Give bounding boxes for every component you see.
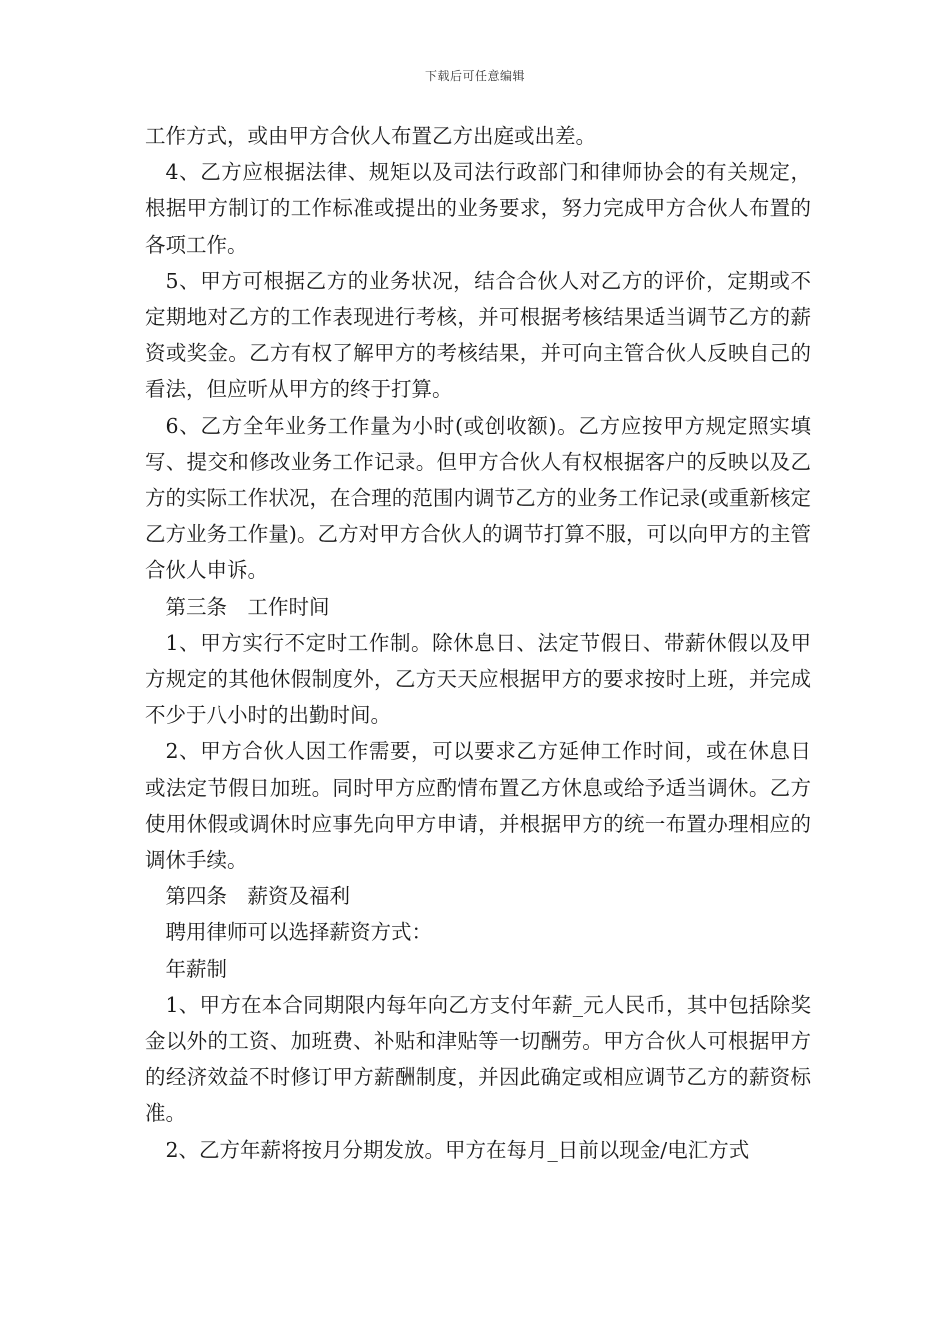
paragraph: 4、乙方应根据法律、规矩以及司法行政部门和律师协会的有关规定，根据甲方制订的工作标准或提出的业务要求，努力完成甲方合伙人布置的各项工作。 — [145, 160, 811, 257]
paragraph: 工作方式，或由甲方合伙人布置乙方出庭或出差。 — [145, 124, 596, 148]
sub-heading: 年薪制 — [165, 956, 227, 981]
paragraph: 1、甲方实行不定时工作制。除休息日、法定节假日、带薪休假以及甲方规定的其他休假制度外，乙方天天应根据甲方的要求按时上班，并完成不少于八小时的出勤时间。 — [145, 630, 811, 728]
paragraph: 2、乙方年薪将按月分期发放。甲方在每月_日前以现金/电汇方式 — [165, 1137, 750, 1162]
paragraph: 1、甲方在本合同期限内每年向乙方支付年薪_元人民币，其中包括除奖金以外的工资、加班费、补贴和津贴等一切酬劳。甲方合伙人可根据甲方的经济效益不时修订甲方薪酬制度，并因此确定或相应调节乙方的薪资标准。 — [145, 992, 811, 1126]
paragraph: 2、甲方合伙人因工作需要，可以要求乙方延伸工作时间，或在休息日或法定节假日加班。同时甲方应酌情布置乙方休息或给予适当调休。乙方使用休假或调休时应事先向甲方申请，并根据甲方的统一布置办理相应的调休手续。 — [145, 739, 811, 873]
header-note: 下载后可任意编辑 — [424, 69, 525, 83]
paragraph: 聘用律师可以选择薪资方式： — [165, 920, 432, 945]
paragraph: 6、乙方全年业务工作量为小时(或创收额)。乙方应按甲方规定照实填写、提交和修改业务工作记录。但甲方合伙人有权根据客户的反映以及乙方的实际工作状况，在合理的范围内调节乙方的业务工作记录(或重新核定乙方业务工作量)。乙方对甲方合伙人的调节打算不服，可以向甲方的主管合伙人申诉。 — [145, 413, 811, 583]
section-heading: 第四条 薪资及福利 — [165, 884, 350, 909]
paragraph: 5、甲方可根据乙方的业务状况，结合合伙人对乙方的评价，定期或不定期地对乙方的工作表现进行考核，并可根据考核结果适当调节乙方的薪资或奖金。乙方有权了解甲方的考核结果，并可向主管合伙人反映自己的看法，但应听从甲方的终于打算。 — [145, 268, 811, 402]
document-body — [145, 118, 811, 1168]
section-heading: 第三条 工作时间 — [165, 594, 330, 619]
